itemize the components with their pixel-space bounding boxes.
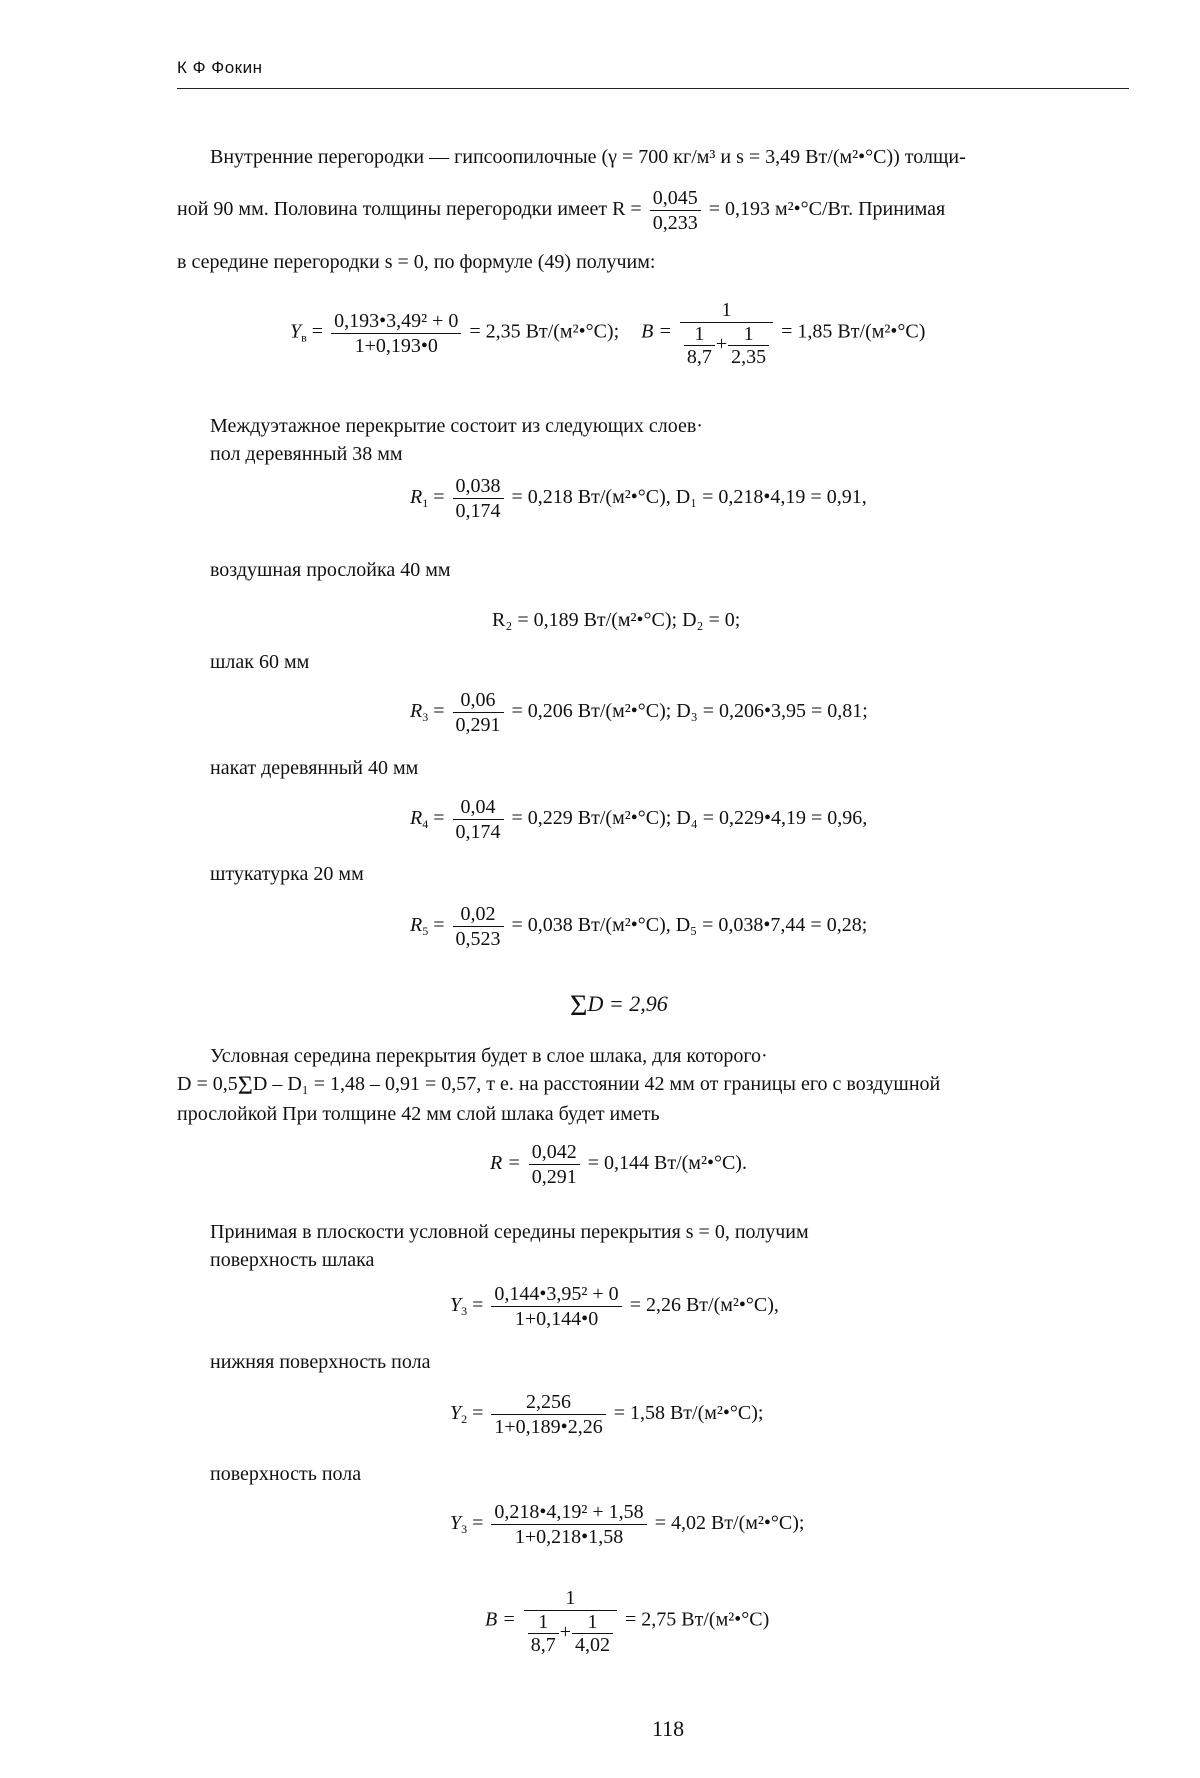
denominator: $\frac{1}{8,7}$ + $\frac{1}{2,35}$ (680, 322, 773, 368)
paragraph-line-with-fraction (177, 186, 945, 235)
denominator: 1+0,144•0 (491, 1306, 621, 1331)
subscript: 3 (422, 710, 429, 725)
subscript: 3 (461, 1522, 468, 1537)
symbol: R (410, 486, 423, 509)
result: = 0,144 Вт/(м²•°С). (587, 1152, 747, 1175)
paragraph-line: в середине перегородки s = 0, по формуле (49) получим: (177, 251, 656, 273)
denominator: 0,174 (453, 498, 504, 523)
denominator: 1+0,189•2,26 (491, 1414, 605, 1439)
result: = 2,75 Вт/(м²•°С) (625, 1608, 770, 1631)
paragraph-line-with-sum (177, 1072, 940, 1098)
denominator: $\frac{1}{8,7}$ + $\frac{1}{4,02}$ (524, 1610, 617, 1656)
symbol: R (410, 700, 423, 723)
layer-label: воздушная прослойка 40 мм (210, 559, 451, 581)
section-label: поверхность пола (210, 1463, 362, 1485)
fraction (491, 1500, 646, 1549)
equation-layer-4: $R_4$ = $\frac{0,04}{0,174}$ = 0,229 Вт/(м²•°С); D₄ = 0,229•4,19 = 0,96, (410, 796, 868, 843)
equation-sum-d (570, 989, 668, 1022)
denominator: 0,523 (453, 926, 504, 951)
numerator: 0,06 (460, 689, 496, 711)
fraction (491, 1390, 605, 1439)
result: = 4,02 Вт/(м²•°С); (654, 1512, 805, 1535)
layer-label: штукатурка 20 мм (210, 863, 364, 885)
paragraph-line: поверхность шлака (210, 1249, 375, 1271)
equation-layer-2: R₂ = 0,189 Вт/(м²•°С); D₂ = 0; (492, 609, 741, 631)
numerator: 0,02 (460, 903, 496, 925)
equation-y3-floor: $Y_3$ = $\frac{\text{0,218•4,19² + 1,58}}{1+0,218•1,58}$ = 4,02 Вт/(м²•°С); (450, 1501, 805, 1548)
numerator: 0,045 (652, 187, 698, 209)
result: = 2,26 Вт/(м²•°С), (629, 1294, 779, 1317)
denominator: 4,02 (572, 1633, 613, 1656)
subscript: в (301, 330, 307, 345)
equation-y2: $Y_2$ = $\frac{2,256}{1+0,189•2,26}$ = 1,58 Вт/(м²•°С); (450, 1391, 764, 1438)
result: = 0,206 Вт/(м²•°С); D₃ = 0,206•3,95 = 0,81; (511, 700, 868, 723)
header-rule (177, 88, 1129, 89)
fraction (331, 309, 461, 358)
sub-fraction (528, 1611, 559, 1656)
numerator: 0,038 (455, 475, 501, 497)
sub-fraction (572, 1611, 613, 1656)
paragraph-line: Внутренние перегородки — гипсоопилочные (γ = 700 кг/м³ и s = 3,49 Вт/(м²•°С)) толщи- (210, 146, 966, 168)
result: = 1,58 Вт/(м²•°С); (613, 1402, 764, 1425)
denominator: 0,174 (453, 819, 504, 844)
paragraph-line: Междуэтажное перекрытие состоит из следующих слоев· (210, 415, 703, 437)
numerator: 1 (538, 1611, 549, 1633)
fraction (453, 688, 504, 737)
text-run: = 0,193 м²•°С/Вт. Принимая (708, 198, 946, 221)
sum-expression: D = 2,96 (587, 991, 668, 1016)
numerator: 0,193•3,49² + 0 (334, 309, 459, 332)
subscript: 5 (422, 924, 429, 939)
fraction (453, 902, 504, 951)
fraction (650, 186, 701, 235)
symbol: B = (641, 320, 672, 343)
text-run: D – D₁ = 1,48 – 0,91 = 0,57, т е. на расстоянии 42 мм от границы его с воздушной (252, 1073, 941, 1095)
paragraph-line: Условная середина перекрытия будет в слое шлака, для которого· (210, 1045, 768, 1067)
denominator: 2,35 (728, 345, 769, 368)
fraction (529, 1140, 580, 1189)
result: = 1,85 Вт/(м²•°С) (781, 320, 926, 343)
symbol: Y (450, 1402, 462, 1425)
result: = 2,35 Вт/(м²•°С); (469, 320, 620, 343)
equation-r-42mm (490, 1140, 747, 1189)
numerator: 0,218•4,19² + 1,58 (494, 1501, 644, 1523)
symbol: R = (490, 1152, 521, 1175)
symbol: B = (485, 1608, 516, 1631)
fraction (524, 1586, 617, 1656)
denominator: 0,291 (453, 712, 504, 737)
text-run: D = 0,5 (177, 1073, 238, 1095)
denominator: 8,7 (684, 345, 715, 368)
numerator: 1 (694, 323, 705, 345)
result: = 0,038 Вт/(м²•°С), D₅ = 0,038•7,44 = 0,28; (511, 914, 868, 937)
sub-fraction (684, 323, 715, 368)
denominator: 8,7 (528, 1633, 559, 1656)
paragraph-line: прослойкой При толщине 42 мм слой шлака будет иметь (177, 1103, 660, 1125)
paragraph-line: Принимая в плоскости условной середины перекрытия s = 0, получим (210, 1221, 809, 1243)
denominator: 0,233 (650, 210, 701, 235)
symbol: Y (290, 320, 302, 343)
denominator: 1+0,193•0 (331, 333, 461, 358)
result: = 0,229 Вт/(м²•°С); D₄ = 0,229•4,19 = 0,96, (511, 807, 868, 830)
sigma-symbol: Σ (570, 989, 588, 1022)
numerator: 2,256 (526, 1391, 572, 1413)
fraction (680, 298, 773, 368)
symbol: Y (450, 1512, 462, 1535)
equation-layer-1: $R_1$ = $\frac{0,038}{0,174}$ = 0,218 Вт/(м²•°С), D₁ = 0,218•4,19 = 0,91, (410, 475, 867, 522)
subscript: 1 (422, 496, 429, 511)
sigma-symbol: Σ (237, 1071, 253, 1100)
section-label: нижняя поверхность пола (210, 1351, 431, 1373)
denominator: 1+0,218•1,58 (491, 1524, 646, 1549)
denominator: 0,291 (529, 1164, 580, 1189)
equation-layer-3: $R_3$ = $\frac{0,06}{0,291}$ = 0,206 Вт/(м²•°С); D₃ = 0,206•3,95 = 0,81; (410, 689, 868, 736)
equation-y-v: $Y_в$ = $\frac{\text{0,193•3,49² + 0}}{1+0,193•0}$ = 2,35 Вт/(м²•°С); B = 1 $\frac{1}{8,7}$ + $\frac{1}{2,35}$ = 1,85 Вт/(м²•°С) (290, 299, 926, 368)
symbol: R (410, 914, 423, 937)
symbol: R (410, 807, 423, 830)
fraction (491, 1282, 621, 1331)
symbol: Y (450, 1294, 462, 1317)
fraction (453, 474, 504, 523)
sub-fraction (728, 323, 769, 368)
layer-label: накат деревянный 40 мм (210, 757, 419, 779)
equation-layer-5: $R_5$ = $\frac{0,02}{0,523}$ = 0,038 Вт/(м²•°С), D₅ = 0,038•7,44 = 0,28; (410, 903, 868, 950)
numerator: 1 (721, 299, 732, 321)
page-number: 118 (652, 1716, 685, 1741)
layer-label: шлак 60 мм (210, 651, 310, 673)
numerator: 0,144•3,95² + 0 (494, 1283, 619, 1305)
numerator: 0,04 (460, 796, 496, 818)
fraction (453, 795, 504, 844)
subscript: 3 (461, 1304, 468, 1319)
text-run: ной 90 мм. Половина толщины перегородки имеет R = (177, 198, 642, 221)
equation-y3-slag: $Y_3$ = $\frac{\text{0,144•3,95² + 0}}{1+0,144•0}$ = 2,26 Вт/(м²•°С), (450, 1283, 779, 1330)
numerator: 1 (565, 1587, 576, 1609)
numerator: 1 (743, 323, 754, 345)
paragraph-line: пол деревянный 38 мм (210, 443, 403, 465)
result: = 0,218 Вт/(м²•°С), D₁ = 0,218•4,19 = 0,91, (511, 486, 867, 509)
running-head: К Ф Фокин (177, 58, 263, 77)
numerator: 0,042 (531, 1141, 577, 1163)
equation-b-final (485, 1586, 769, 1656)
subscript: 2 (461, 1412, 468, 1427)
numerator: 1 (587, 1611, 598, 1633)
subscript: 4 (422, 817, 429, 832)
